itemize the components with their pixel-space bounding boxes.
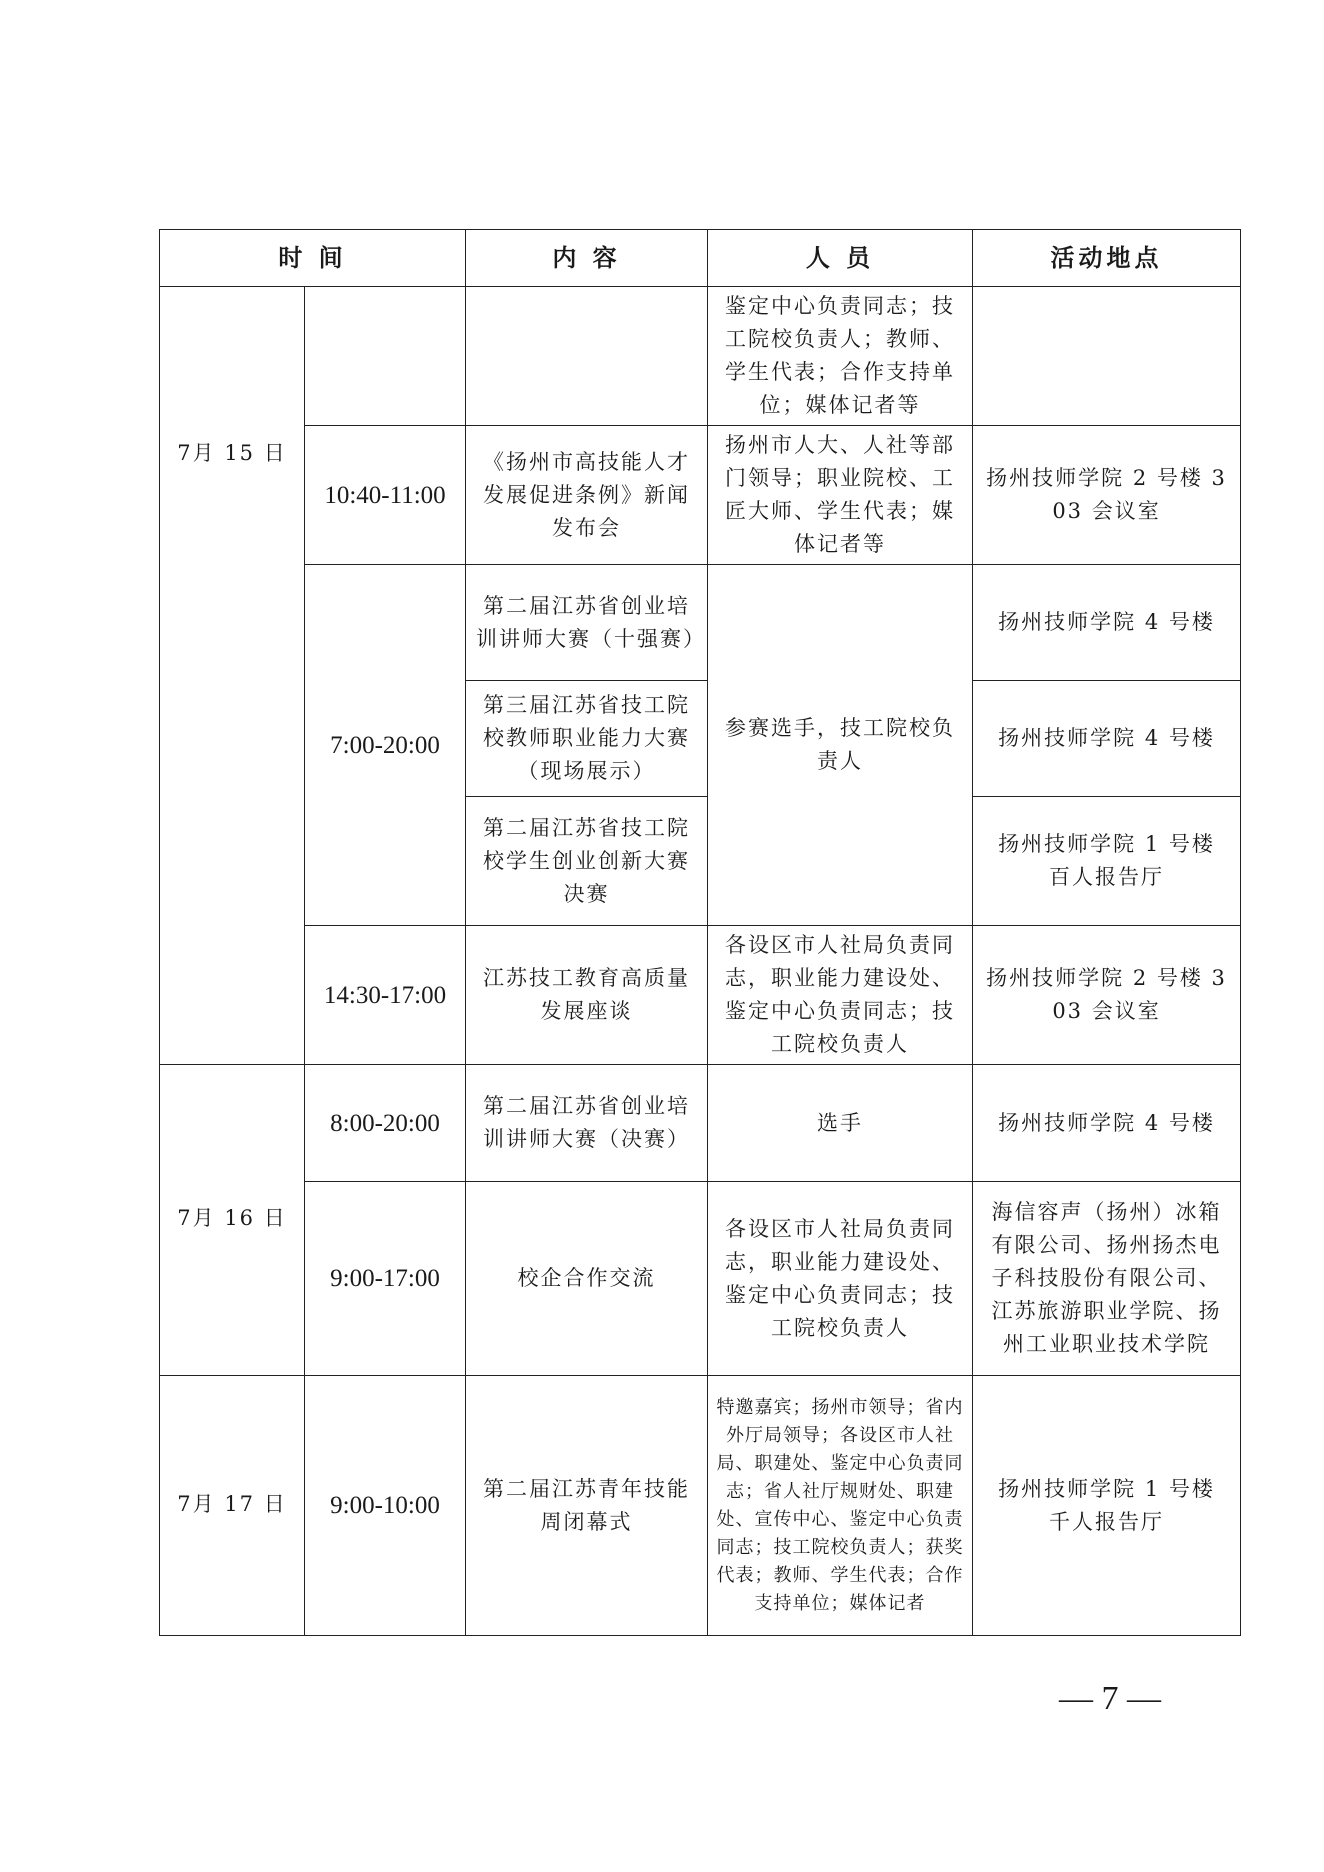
people-cell: 特邀嘉宾；扬州市领导；省内外厅局领导；各设区市人社局、职建处、鉴定中心负责同志；省人社厅规财处、职建处、宣传中心、鉴定中心负责同志；技工院校负责人；获奖代表；教师、学生代表；合作支持单位；媒体记者 (708, 1376, 973, 1636)
date-label: 7月 15 日 (177, 441, 287, 465)
location-cell: 扬州技师学院 4 号楼 (973, 1065, 1241, 1182)
header-row (160, 230, 1241, 287)
date-label: 7月 16 日 (177, 1206, 287, 1230)
time-cell: 9:00-10:00 (305, 1376, 466, 1636)
content-cell: 第二届江苏省技工院校学生创业创新大赛决赛 (466, 797, 708, 926)
time-cell: 14:30-17:00 (305, 926, 466, 1065)
time-cell: 7:00-20:00 (305, 565, 466, 926)
location-cell: 扬州技师学院 4 号楼 (973, 681, 1241, 797)
location-cell (973, 287, 1241, 426)
table-row (160, 287, 1241, 426)
content-cell: 第三届江苏省技工院校教师职业能力大赛（现场展示） (466, 681, 708, 797)
table-row (160, 426, 1241, 565)
location-cell: 扬州技师学院 2 号楼 303 会议室 (973, 426, 1241, 565)
schedule-table (159, 229, 1241, 1636)
location-cell: 扬州技师学院 1 号楼 百人报告厅 (973, 797, 1241, 926)
table-row (160, 565, 1241, 681)
people-cell: 扬州市人大、人社等部门领导；职业院校、工匠大师、学生代表；媒体记者等 (708, 426, 973, 565)
header-location: 活动地点 (973, 230, 1241, 287)
date-label: 7月 17 日 (177, 1491, 287, 1516)
page-number: — 7 — (1059, 1680, 1161, 1717)
table-row (160, 926, 1241, 1065)
date-cell (160, 1065, 305, 1376)
time-cell (305, 287, 466, 426)
content-cell: 第二届江苏省创业培训讲师大赛（十强赛） (466, 565, 708, 681)
location-cell: 海信容声（扬州）冰箱有限公司、扬州扬杰电子科技股份有限公司、江苏旅游职业学院、扬州工业职业技术学院 (973, 1182, 1241, 1376)
people-cell: 鉴定中心负责同志；技工院校负责人；教师、学生代表；合作支持单位；媒体记者等 (708, 287, 973, 426)
table-row (160, 1182, 1241, 1376)
people-cell: 参赛选手，技工院校负责人 (708, 565, 973, 926)
content-cell: 江苏技工教育高质量发展座谈 (466, 926, 708, 1065)
people-cell: 选手 (708, 1065, 973, 1182)
table-row (160, 1376, 1241, 1636)
location-cell: 扬州技师学院 2 号楼 303 会议室 (973, 926, 1241, 1065)
time-cell: 10:40-11:00 (305, 426, 466, 565)
table-row (160, 1065, 1241, 1182)
header-people: 人 员 (708, 230, 973, 287)
location-cell: 扬州技师学院 4 号楼 (973, 565, 1241, 681)
time-cell: 8:00-20:00 (305, 1065, 466, 1182)
content-cell: 第二届江苏省创业培训讲师大赛（决赛） (466, 1065, 708, 1182)
content-cell: 《扬州市高技能人才发展促进条例》新闻发布会 (466, 426, 708, 565)
time-cell: 9:00-17:00 (305, 1182, 466, 1376)
date-cell (160, 1376, 305, 1636)
content-cell (466, 287, 708, 426)
header-content: 内 容 (466, 230, 708, 287)
content-cell: 校企合作交流 (466, 1182, 708, 1376)
people-cell: 各设区市人社局负责同志，职业能力建设处、鉴定中心负责同志；技工院校负责人 (708, 1182, 973, 1376)
header-time: 时 间 (160, 230, 466, 287)
people-cell: 各设区市人社局负责同志，职业能力建设处、鉴定中心负责同志；技工院校负责人 (708, 926, 973, 1065)
content-cell: 第二届江苏青年技能周闭幕式 (466, 1376, 708, 1636)
location-cell: 扬州技师学院 1 号楼 千人报告厅 (973, 1376, 1241, 1636)
date-cell (160, 287, 305, 1065)
